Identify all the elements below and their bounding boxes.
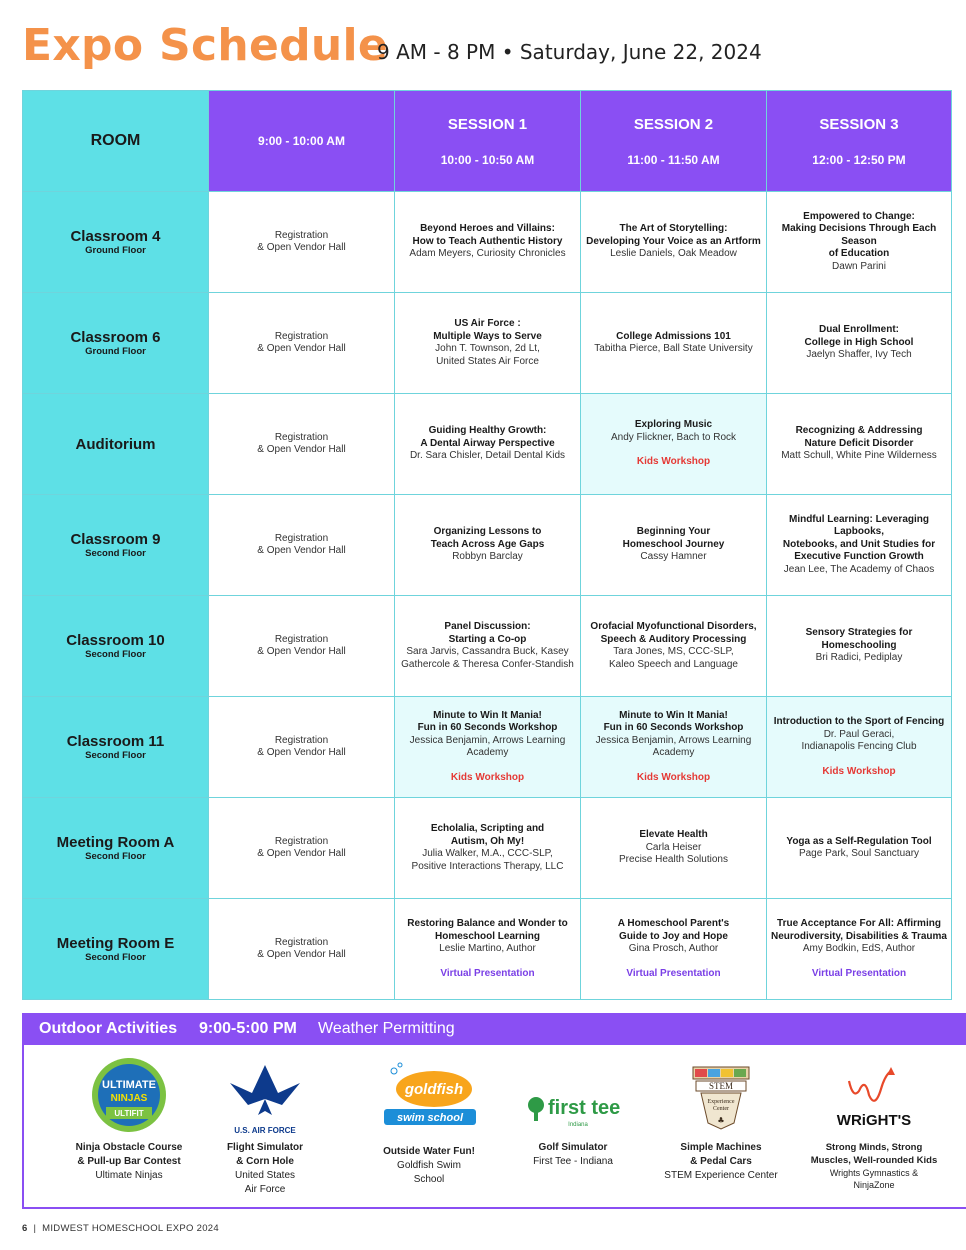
table-row [23,293,952,394]
session-title: Orofacial Myofunctional Disorders, [590,621,757,632]
session-title: Teach Across Age Gaps [430,538,545,550]
room-cell [23,899,209,1000]
session-title: Nature Deficit Disorder [804,437,914,449]
session-speaker: Dr. Sara Chisler, Detail Dental Kids [409,450,566,462]
room-cell [23,293,209,394]
table-row [23,192,952,293]
session-title: Dual Enrollment: [818,324,899,336]
stem-experience-logo [646,1053,796,1141]
footer-separator: | [30,1223,40,1234]
event-date-time: 9 AM - 8 PM • Saturday, June 22, 2024 [377,40,762,64]
session-title: Elevate Health [639,829,708,841]
svg-text:swim school: swim school [396,1112,464,1124]
session-title: Mindful Learning: Leveraging Lapbooks, [788,513,929,538]
registration-text: & Open Vendor Hall [257,646,346,657]
session-title: Restoring Balance and Wonder to [407,918,568,929]
session-cell [581,596,767,697]
session-title: Notebooks, and Unit Studies for [782,538,936,550]
activity-org: Ultimate Ninjas [95,1170,163,1181]
session-cell [581,192,767,293]
session-cell [767,899,952,1000]
session-title: Introduction to the Sport of Fencing [773,716,945,727]
registration-cell [209,394,395,495]
svg-text:STEM: STEM [708,1081,734,1091]
session-cell [767,798,952,899]
session-speaker: Academy [652,747,695,759]
session-time: 12:00 - 12:50 PM [812,152,906,167]
session-speaker: Andy Flickner, Bach to Rock [610,431,737,443]
session-3-header [767,91,952,192]
session-title: Neurodiversity, Disabilities & Trauma [771,930,947,942]
activity-org: Goldfish Swim School [397,1160,461,1185]
registration-cell [209,293,395,394]
activity-org: First Tee - Indiana [533,1156,613,1167]
session-speaker: Academy [466,747,509,759]
registration-text: & Open Vendor Hall [257,343,346,354]
session-title: Speech & Auditory Processing [600,633,747,645]
page-footer [22,1223,219,1234]
registration-text: Registration [274,229,329,241]
session-speaker: Dr. Paul Geraci, [823,728,895,740]
kids-workshop-tag: Kids Workshop [636,771,711,783]
session-title: Starting a Co-op [448,633,527,645]
registration-text: Registration [274,330,329,342]
activity-goldfish [354,1053,504,1187]
first-tee-logo [498,1053,648,1141]
room-name: Classroom 9 [70,531,161,548]
page-number: 6 [22,1223,28,1234]
session-title: Beginning Your [636,526,711,538]
session-cell [767,394,952,495]
session-speaker: Cassy Hamner [640,551,707,563]
registration-text: & Open Vendor Hall [257,545,346,556]
session-cell [767,697,952,798]
session-title: How to Teach Authentic History [412,235,563,247]
session-title: Guide to Joy and Hope [619,930,728,942]
session-speaker: Julia Walker, M.A., CCC-SLP, [422,848,553,859]
room-floor: Second Floor [85,952,146,963]
session-title: True Acceptance For All: Affirming [777,918,941,929]
session-title: Making Decisions Through Each Season [781,223,937,247]
session-speaker: Matt Schull, White Pine Wilderness [781,450,937,462]
session-cell [767,293,952,394]
table-row [23,899,952,1000]
registration-cell [209,495,395,596]
session-title: Exploring Music [634,419,713,431]
session-label: SESSION 3 [819,115,899,133]
session-speaker: Bri Radici, Pediplay [815,652,903,664]
session-cell [581,697,767,798]
session-time: 10:00 - 10:50 AM [440,152,535,167]
session-cell [395,899,581,1000]
goldfish-swim-school-logo [354,1053,504,1145]
svg-text:Experience: Experience [707,1099,735,1105]
session-title: Recognizing & Addressing [795,425,923,437]
session-title: Minute to Win It Mania! [433,709,542,721]
session-speaker: Page Park, Soul Sanctuary [798,848,920,859]
wrights-logo [799,1053,949,1141]
svg-text:goldfish: goldfish [404,1081,464,1098]
svg-text:U.S. AIR FORCE: U.S. AIR FORCE [234,1126,296,1135]
activity-name: Outside Water Fun! [383,1146,475,1157]
session-speaker: Gathercole & Theresa Confer-Standish [401,658,574,670]
footer-text: MIDWEST HOMESCHOOL EXPO 2024 [42,1223,219,1234]
session-speaker: Jessica Benjamin, Arrows Learning [409,734,566,746]
table-row [23,697,952,798]
registration-text: & Open Vendor Hall [257,949,346,960]
activity-name: Strong Minds, Strong Muscles, Well-rounded Kids [810,1142,938,1166]
session-title: Minute to Win It Mania! [619,709,728,721]
registration-cell [209,899,395,1000]
room-name: Classroom 4 [70,228,161,245]
session-cell [581,899,767,1000]
session-1-header [395,91,581,192]
activity-name: Flight Simulator & Corn Hole [226,1142,304,1167]
room-name: Classroom 6 [70,329,161,346]
session-speaker: Positive Interactions Therapy, LLC [411,860,564,872]
room-name: Auditorium [75,435,156,453]
page-title: Expo Schedule [22,20,389,71]
session-title: Multiple Ways to Serve [433,330,542,342]
session-cell [581,394,767,495]
registration-cell [209,596,395,697]
room-floor: Second Floor [85,649,146,660]
room-column-header: ROOM [23,91,209,192]
kids-workshop-tag: Kids Workshop [636,456,711,468]
session-cell [581,293,767,394]
session-speaker: Leslie Daniels, Oak Meadow [610,248,737,260]
session-label: SESSION 1 [447,115,528,133]
session-speaker: Indianapolis Fencing Club [801,741,917,752]
session-speaker: Jean Lee, The Academy of Chaos [783,563,935,575]
outdoor-activities-bar [22,1013,966,1045]
session-speaker: Jessica Benjamin, Arrows Learning [595,734,752,746]
session-title: US Air Force : [454,318,521,329]
room-name: Classroom 11 [66,733,165,750]
session-title: Fun in 60 Seconds Workshop [603,722,744,734]
session-speaker: Tara Jones, MS, CCC-SLP, [613,646,734,657]
session-label: SESSION 2 [633,115,714,133]
session-cell [581,495,767,596]
room-floor: Second Floor [85,548,146,559]
session-title: A Dental Airway Perspective [420,437,555,449]
session-title: The Art of Storytelling: [619,223,728,235]
room-floor: Second Floor [85,851,146,862]
registration-cell [209,192,395,293]
activity-org: United States Air Force [234,1170,296,1195]
registration-text: & Open Vendor Hall [257,747,346,758]
activity-air-force [190,1053,340,1197]
session-title: Echolalia, Scripting and [430,823,545,834]
kids-workshop-tag: Kids Workshop [450,771,525,783]
session-cell [767,495,952,596]
svg-text:first tee: first tee [548,1097,621,1119]
session-speaker: Carla Heiser [645,841,702,853]
table-row [23,394,952,495]
session-cell [395,798,581,899]
room-name: Classroom 10 [66,632,165,649]
session-speaker: Jaelyn Shaffer, Ivy Tech [806,349,912,361]
session-title: College in High School [804,336,914,348]
session-title: Homeschool Learning [434,930,540,942]
activity-name: Golf Simulator [538,1142,608,1153]
outdoor-activities-panel [22,1013,966,1209]
registration-text: Registration [274,835,329,847]
room-cell [23,495,209,596]
room-cell [23,697,209,798]
registration-text: Registration [274,734,329,746]
session-speaker: Adam Meyers, Curiosity Chronicles [409,248,566,260]
schedule-table [22,90,952,1000]
session-speaker: Precise Health Solutions [619,854,728,866]
session-title: Panel Discussion: [444,621,531,632]
session-title: Yoga as a Self-Regulation Tool [786,835,932,847]
table-row [23,798,952,899]
session-cell [395,192,581,293]
session-speaker: Gina Prosch, Author [628,943,719,954]
session-time: 11:00 - 11:50 AM [627,152,720,167]
svg-text:♣: ♣ [717,1116,725,1125]
room-cell [23,192,209,293]
session-title: Autism, Oh My! [450,835,525,847]
activity-ninja [54,1053,204,1183]
session-title: Sensory Strategies for Homeschooling [805,627,913,651]
activity-wrights [799,1053,949,1191]
session-speaker: Tabitha Pierce, Ball State University [594,343,753,354]
session-title: Beyond Heroes and Villains: [420,223,555,235]
session-cell [767,596,952,697]
session-title: College Admissions 101 [616,330,731,342]
session-title: Fun in 60 Seconds Workshop [417,722,558,734]
svg-text:Center: Center [713,1106,729,1112]
first-slot-header [209,91,395,192]
session-speaker: John T. Townson, 2d Lt, [435,343,540,354]
outdoor-note: Weather Permitting [318,1020,455,1037]
virtual-presentation-tag: Virtual Presentation [440,967,535,979]
virtual-presentation-tag: Virtual Presentation [811,967,907,979]
registration-text: Registration [274,431,329,443]
session-speaker: Leslie Martino, Author [439,943,536,954]
session-speaker: Dawn Parini [832,260,886,272]
schedule-body [23,192,952,1000]
svg-text:ULTIMATE: ULTIMATE [102,1079,156,1091]
session-speaker: Amy Bodkin, EdS, Author [802,943,916,954]
first-slot-time: 9:00 - 10:00 AM [258,134,345,148]
schedule-header-row [23,91,952,192]
session-speaker: United States Air Force [436,355,539,367]
table-row [23,596,952,697]
registration-text: & Open Vendor Hall [257,444,346,455]
session-cell [395,697,581,798]
registration-text: & Open Vendor Hall [257,242,346,253]
room-name: Meeting Room E [56,935,175,952]
ultimate-ninjas-logo [54,1053,204,1141]
registration-text: Registration [274,633,329,645]
table-row [23,495,952,596]
svg-text:WRiGHT'S: WRiGHT'S [836,1112,912,1129]
session-cell [395,394,581,495]
room-floor: Ground Floor [85,245,146,256]
outdoor-title: Outdoor Activities [39,1020,178,1037]
session-2-header [581,91,767,192]
room-floor: Ground Floor [85,346,146,357]
virtual-presentation-tag: Virtual Presentation [626,967,721,979]
session-title: Executive Function Growth [794,551,924,563]
session-title: Organizing Lessons to [433,526,542,538]
session-cell [395,293,581,394]
outdoor-hours: 9:00-5:00 PM [199,1020,297,1037]
session-title: Homeschool Journey [622,538,725,550]
svg-text:NINJAS: NINJAS [110,1093,148,1104]
activity-name: Ninja Obstacle Course & Pull-up Bar Contest [75,1142,183,1167]
kids-workshop-tag: Kids Workshop [822,765,896,777]
activity-org: STEM Experience Center [664,1170,778,1181]
activity-org: Wrights Gymnastics & NinjaZone [829,1168,919,1190]
registration-text: & Open Vendor Hall [257,848,346,859]
session-cell [581,798,767,899]
session-title: Guiding Healthy Growth: [428,425,547,437]
room-floor: Second Floor [85,750,146,761]
session-title: of Education [828,248,890,260]
room-cell [23,798,209,899]
activity-name: Simple Machines & Pedal Cars [680,1142,762,1167]
registration-text: Registration [274,532,329,544]
page-header [22,18,952,78]
room-cell [23,394,209,495]
session-speaker: Robbyn Barclay [452,551,523,563]
session-title: Empowered to Change: [803,210,915,222]
activity-first-tee [498,1053,648,1169]
session-speaker: Kaleo Speech and Language [608,658,738,670]
registration-cell [209,798,395,899]
room-cell [23,596,209,697]
registration-text: Registration [274,936,329,948]
svg-text:ULTIFIT: ULTIFIT [114,1109,144,1118]
activity-stem [646,1053,796,1183]
session-title: A Homeschool Parent's [617,918,730,929]
us-air-force-logo [190,1053,340,1141]
session-cell [395,495,581,596]
svg-text:Indiana: Indiana [568,1122,588,1128]
session-cell [395,596,581,697]
session-speaker: Sara Jarvis, Cassandra Buck, Kasey [406,646,569,657]
registration-cell [209,697,395,798]
session-cell [767,192,952,293]
session-title: Developing Your Voice as an Artform [586,235,761,247]
room-name: Meeting Room A [56,834,175,851]
